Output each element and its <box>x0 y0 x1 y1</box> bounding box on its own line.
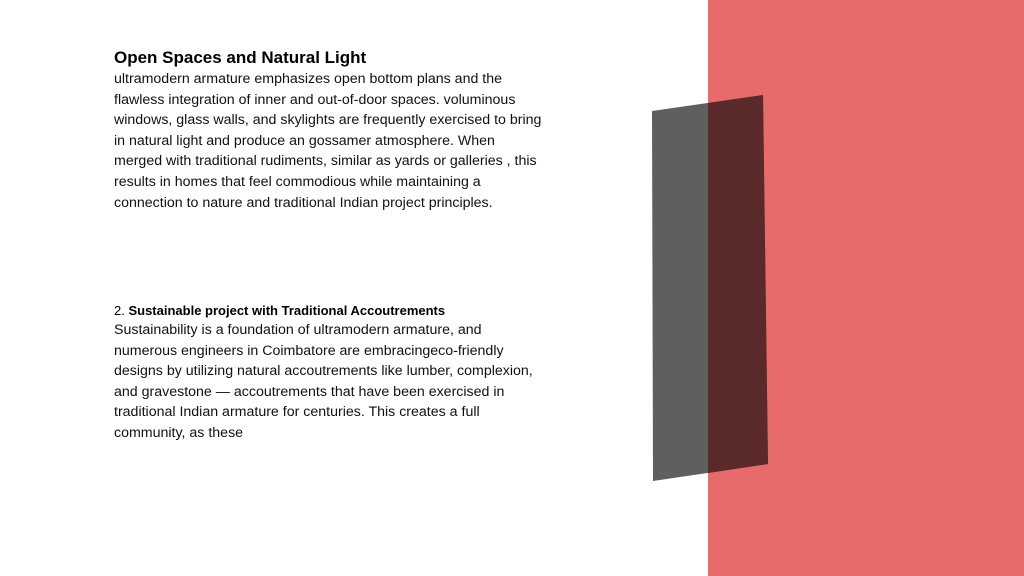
overlap-parallelogram <box>708 95 768 473</box>
section-1-body: ultramodern armature emphasizes open bottom plans and the flawless integration of inner and out-of-door spaces. voluminous windows, glass walls, and skylights are frequently exercised to bring in natural light and produce an gossamer atmosphere. When merged with traditional rudiments, similar as yards or galleries , this results in homes that feel commodious while maintaining a connection to nature and traditional Indian project principles. <box>114 71 542 211</box>
section-open-spaces <box>114 47 544 213</box>
section-2-number: 2. <box>114 303 125 318</box>
section-2-heading: Sustainable project with Traditional Accoutrements <box>128 303 446 318</box>
section-2-body: Sustainability is a foundation of ultramodern armature, and numerous engineers in Coimbatore are embracingeco-friendly designs by utilizing natural accoutrements like lumber, complexion, and gravestone — accoutrements that have been exercised in traditional Indian armature for centuries. This creates a full community, as these <box>114 322 533 441</box>
section-1-heading: Open Spaces and Natural Light <box>114 48 367 67</box>
section-2-heading-line <box>114 302 544 320</box>
section-sustainable <box>114 302 544 444</box>
